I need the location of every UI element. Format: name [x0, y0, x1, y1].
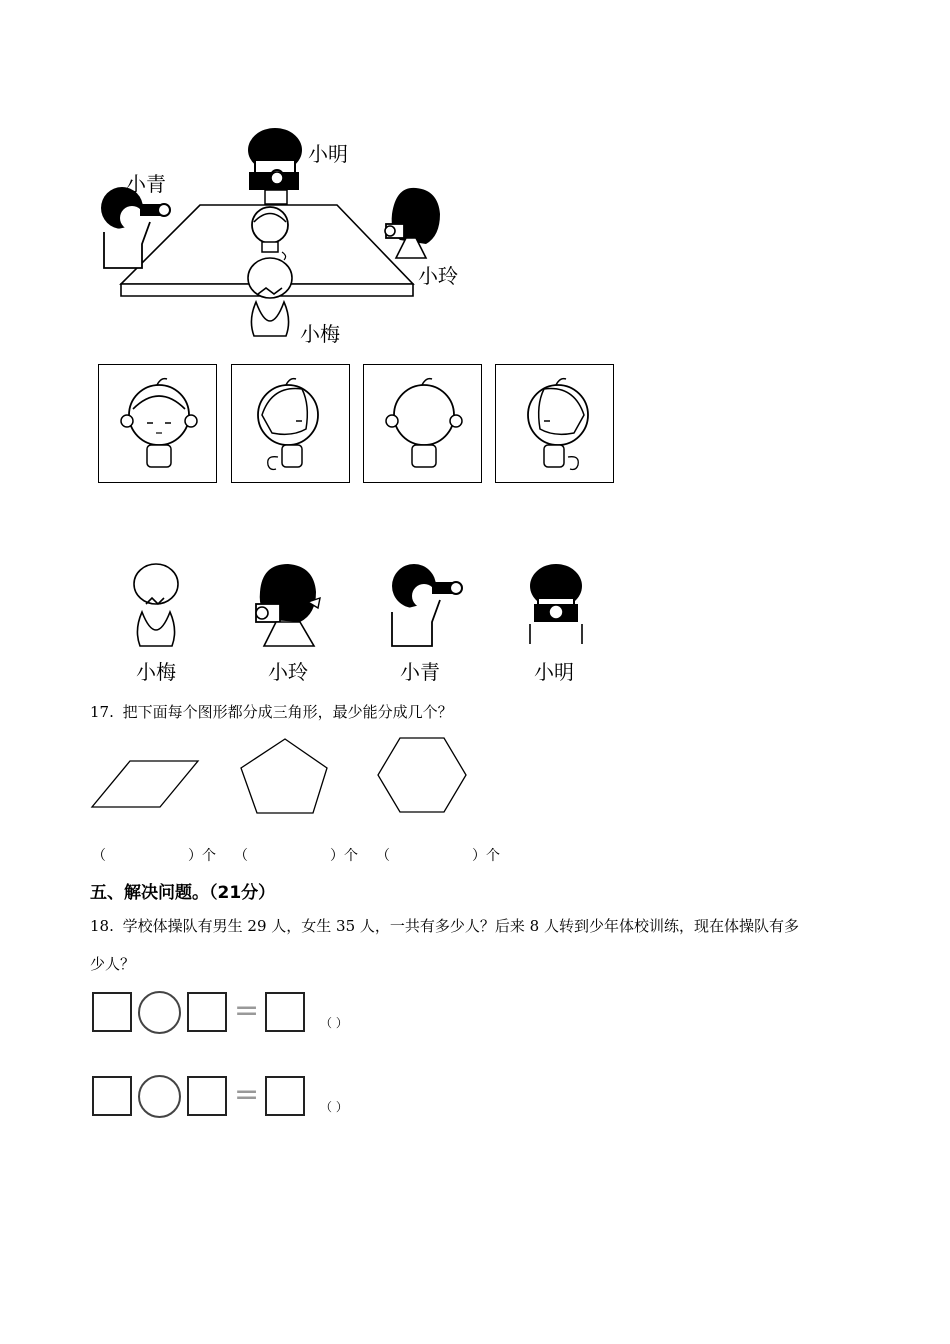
child-label-xiaoqing: 小青	[400, 660, 440, 684]
view-frame-3	[363, 364, 482, 483]
child-xiaomei-icon	[126, 562, 186, 650]
monkey-right-view	[496, 365, 615, 484]
eq2-box-b[interactable]	[187, 1076, 227, 1116]
q17-line	[90, 702, 453, 722]
child-xiaoqing-icon	[386, 562, 466, 650]
monkey-front-view	[99, 365, 218, 484]
eq1-box-a[interactable]	[92, 992, 132, 1032]
eq2-equals: =	[234, 1077, 260, 1112]
q17-text: 把下面每个图形都分成三角形，最少能分成几个？	[122, 703, 453, 721]
eq1-operator-circle[interactable]	[138, 991, 181, 1034]
label-xiaomei: 小梅	[300, 322, 340, 346]
eq1-equals: =	[234, 993, 260, 1028]
q17-number: 17.	[90, 703, 114, 721]
q18-text-line1: 学校体操队有男生 29 人，女生 35 人，一共有多少人？后来 8 人转到少年体校训练，现在体操队有多	[122, 917, 799, 935]
child-xiaoming-icon	[524, 562, 588, 650]
q18-number: 18.	[90, 917, 114, 935]
child-label-xiaoming: 小明	[534, 660, 574, 684]
view-frame-4	[495, 364, 614, 483]
hexagon-shape	[376, 736, 468, 814]
q17-answer-1[interactable]: （ ）个	[92, 848, 216, 864]
xiaoling-figure	[385, 188, 440, 258]
child-label-xiaomei: 小梅	[136, 660, 176, 684]
eq1-unit-paren[interactable]: （ ）	[320, 1016, 348, 1030]
q17-answer-2[interactable]: （ ）个	[234, 848, 358, 864]
xiaoming-figure	[248, 128, 302, 204]
eq2-box-a[interactable]	[92, 1076, 132, 1116]
eq2-operator-circle[interactable]	[138, 1075, 181, 1118]
monkey-left-view	[232, 365, 351, 484]
pentagon-shape	[238, 736, 332, 816]
child-label-xiaoling: 小玲	[268, 660, 308, 684]
label-xiaoling: 小玲	[418, 264, 458, 288]
eq1-box-result[interactable]	[265, 992, 305, 1032]
label-xiaoming: 小明	[308, 142, 348, 166]
label-xiaoqing: 小青	[126, 172, 166, 196]
q18-line2: 少人？	[90, 955, 136, 973]
monkey-back-view	[364, 365, 483, 484]
parallelogram-shape	[90, 758, 202, 810]
q17-answer-3[interactable]: （ ）个	[376, 848, 500, 864]
child-xiaoling-icon	[248, 562, 328, 650]
eq1-box-b[interactable]	[187, 992, 227, 1032]
section5-title: 五、解决问题。（21分）	[90, 883, 276, 903]
eq2-unit-paren[interactable]: （ ）	[320, 1100, 348, 1114]
eq2-box-result[interactable]	[265, 1076, 305, 1116]
xiaomei-figure	[248, 258, 292, 336]
view-frame-1	[98, 364, 217, 483]
view-frame-2	[231, 364, 350, 483]
q18-line1	[90, 916, 799, 936]
